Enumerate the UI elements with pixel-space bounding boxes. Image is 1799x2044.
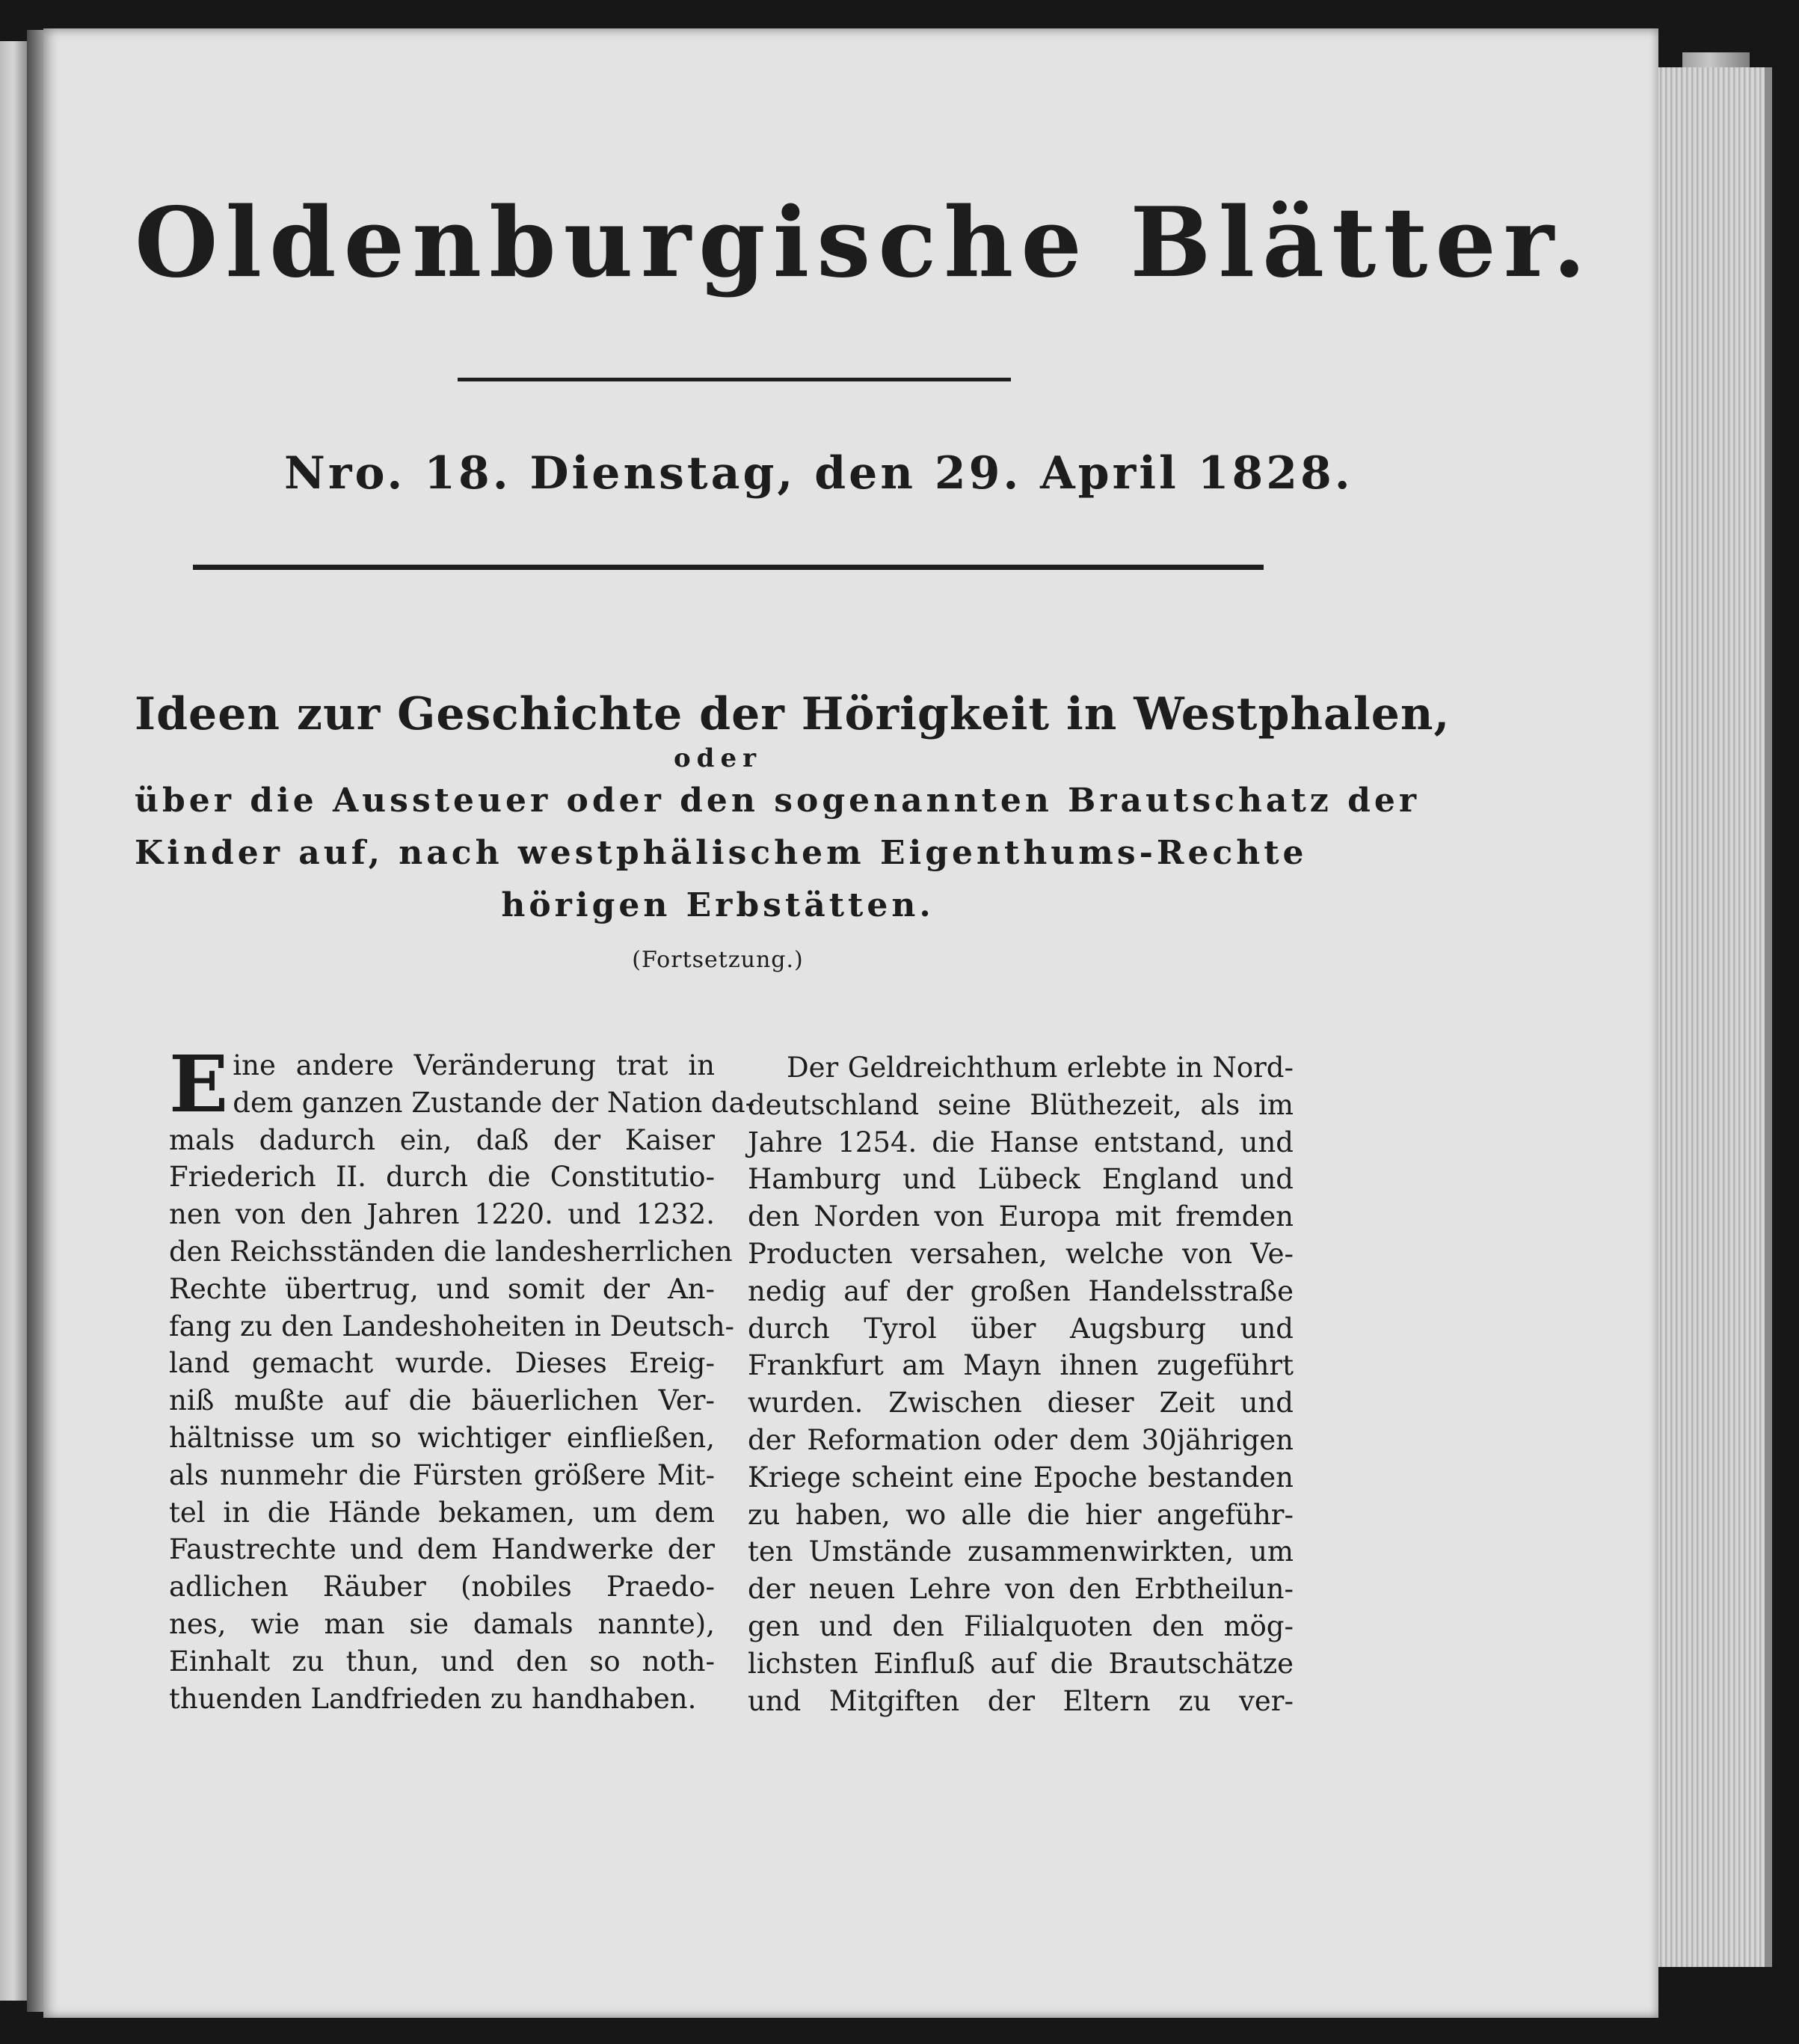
text-line: lichsten Einfluß auf die Brautschätze	[748, 1647, 1294, 1680]
book-gutter	[27, 30, 43, 2012]
text-line: land gemacht wurde. Dieses Ereig-	[169, 1347, 715, 1380]
text-line: der Reformation oder dem 30jährigen	[748, 1423, 1294, 1456]
text-line: thuenden Landfrieden zu handhaben.	[169, 1682, 697, 1715]
text-line: hältnisse um so wichtiger einfließen,	[169, 1421, 715, 1454]
text-line: ten Umstände zusammenwirkten, um	[748, 1535, 1294, 1568]
text-line: nes, wie man sie damals nannte),	[169, 1607, 715, 1640]
continuation-note: (Fortsetzung.)	[632, 947, 804, 973]
text-line: mals dadurch ein, daß der Kaiser	[169, 1123, 715, 1156]
text-line: niß mußte auf die bäuerlichen Ver-	[169, 1384, 715, 1417]
left-text-column	[169, 1038, 755, 1717]
text-line: Kriege scheint eine Epoche bestanden	[748, 1461, 1294, 1494]
issue-rule	[193, 565, 1264, 570]
text-line: dem ganzen Zustande der Nation da-	[233, 1086, 755, 1119]
article-title: Ideen zur Geschichte der Hörigkeit in Westphalen,	[135, 688, 1451, 740]
article-heading	[135, 688, 1451, 973]
text-line: deutschland seine Blüthezeit, als im	[748, 1088, 1294, 1121]
article-subtitle-line: hörigen Erbstätten.	[501, 886, 935, 924]
text-line: Frankfurt am Mayn ihnen zugeführt	[748, 1349, 1294, 1382]
issue-number: Nro. 18.	[284, 447, 511, 500]
text-line: der neuen Lehre von den Erbtheilun-	[748, 1573, 1294, 1606]
text-line: Rechte übertrug, und somit der An-	[169, 1272, 715, 1305]
article-subtitle-line: über die Aussteuer oder den sogenannten Brautschatz der	[135, 782, 1421, 820]
text-line: Friederich II. durch die Constitutio-	[169, 1161, 715, 1194]
text-line: Der Geldreichthum erlebte in Nord-	[787, 1052, 1294, 1084]
text-line: Hamburg und Lübeck England und	[748, 1163, 1294, 1196]
text-line: durch Tyrol über Augsburg und	[748, 1312, 1294, 1345]
text-line: Einhalt zu thun, und den so noth-	[169, 1645, 715, 1678]
text-line: tel in die Hände bekamen, um dem	[169, 1496, 715, 1529]
text-line: zu haben, wo alle die hier angeführ-	[748, 1498, 1294, 1531]
article-title-oder: oder	[674, 743, 762, 773]
text-line: den Reichsständen die landesherrlichen	[169, 1235, 733, 1268]
text-line: den Norden von Europa mit fremden	[748, 1200, 1294, 1233]
text-line: gen und den Filialquoten den mög-	[748, 1609, 1294, 1642]
text-line: und Mitgiften der Eltern zu ver-	[748, 1684, 1294, 1717]
drop-cap: E	[169, 1038, 229, 1130]
issue-line	[284, 447, 1353, 500]
article-subtitle-line: Kinder auf, nach westphälischem Eigenthums-Rechte	[135, 834, 1308, 872]
left-page-edge	[0, 41, 27, 2001]
text-line: fang zu den Landeshoheiten in Deutsch-	[169, 1310, 735, 1342]
text-line: Jahre 1254. die Hanse entstand, und	[748, 1126, 1294, 1158]
text-line: adlichen Räuber (nobiles Praedo-	[169, 1571, 715, 1603]
text-line: nedig auf der großen Handelsstraße	[748, 1274, 1294, 1307]
masthead-rule	[458, 378, 1011, 381]
text-line: nen von den Jahren 1220. und 1232.	[169, 1198, 715, 1231]
right-text-column	[748, 1049, 1294, 1719]
masthead-title: Oldenburgische Blätter.	[135, 187, 1593, 299]
issue-date: Dienstag, den 29. April 1828.	[529, 447, 1353, 500]
text-line: wurden. Zwischen dieser Zeit und	[748, 1387, 1294, 1420]
text-line: Faustrechte und dem Handwerke der	[169, 1533, 715, 1566]
text-line: Producten versahen, welche von Ve-	[748, 1237, 1294, 1270]
text-line: als nunmehr die Fürsten größere Mit-	[169, 1458, 715, 1491]
text-line: ine andere Veränderung trat in	[233, 1049, 715, 1081]
